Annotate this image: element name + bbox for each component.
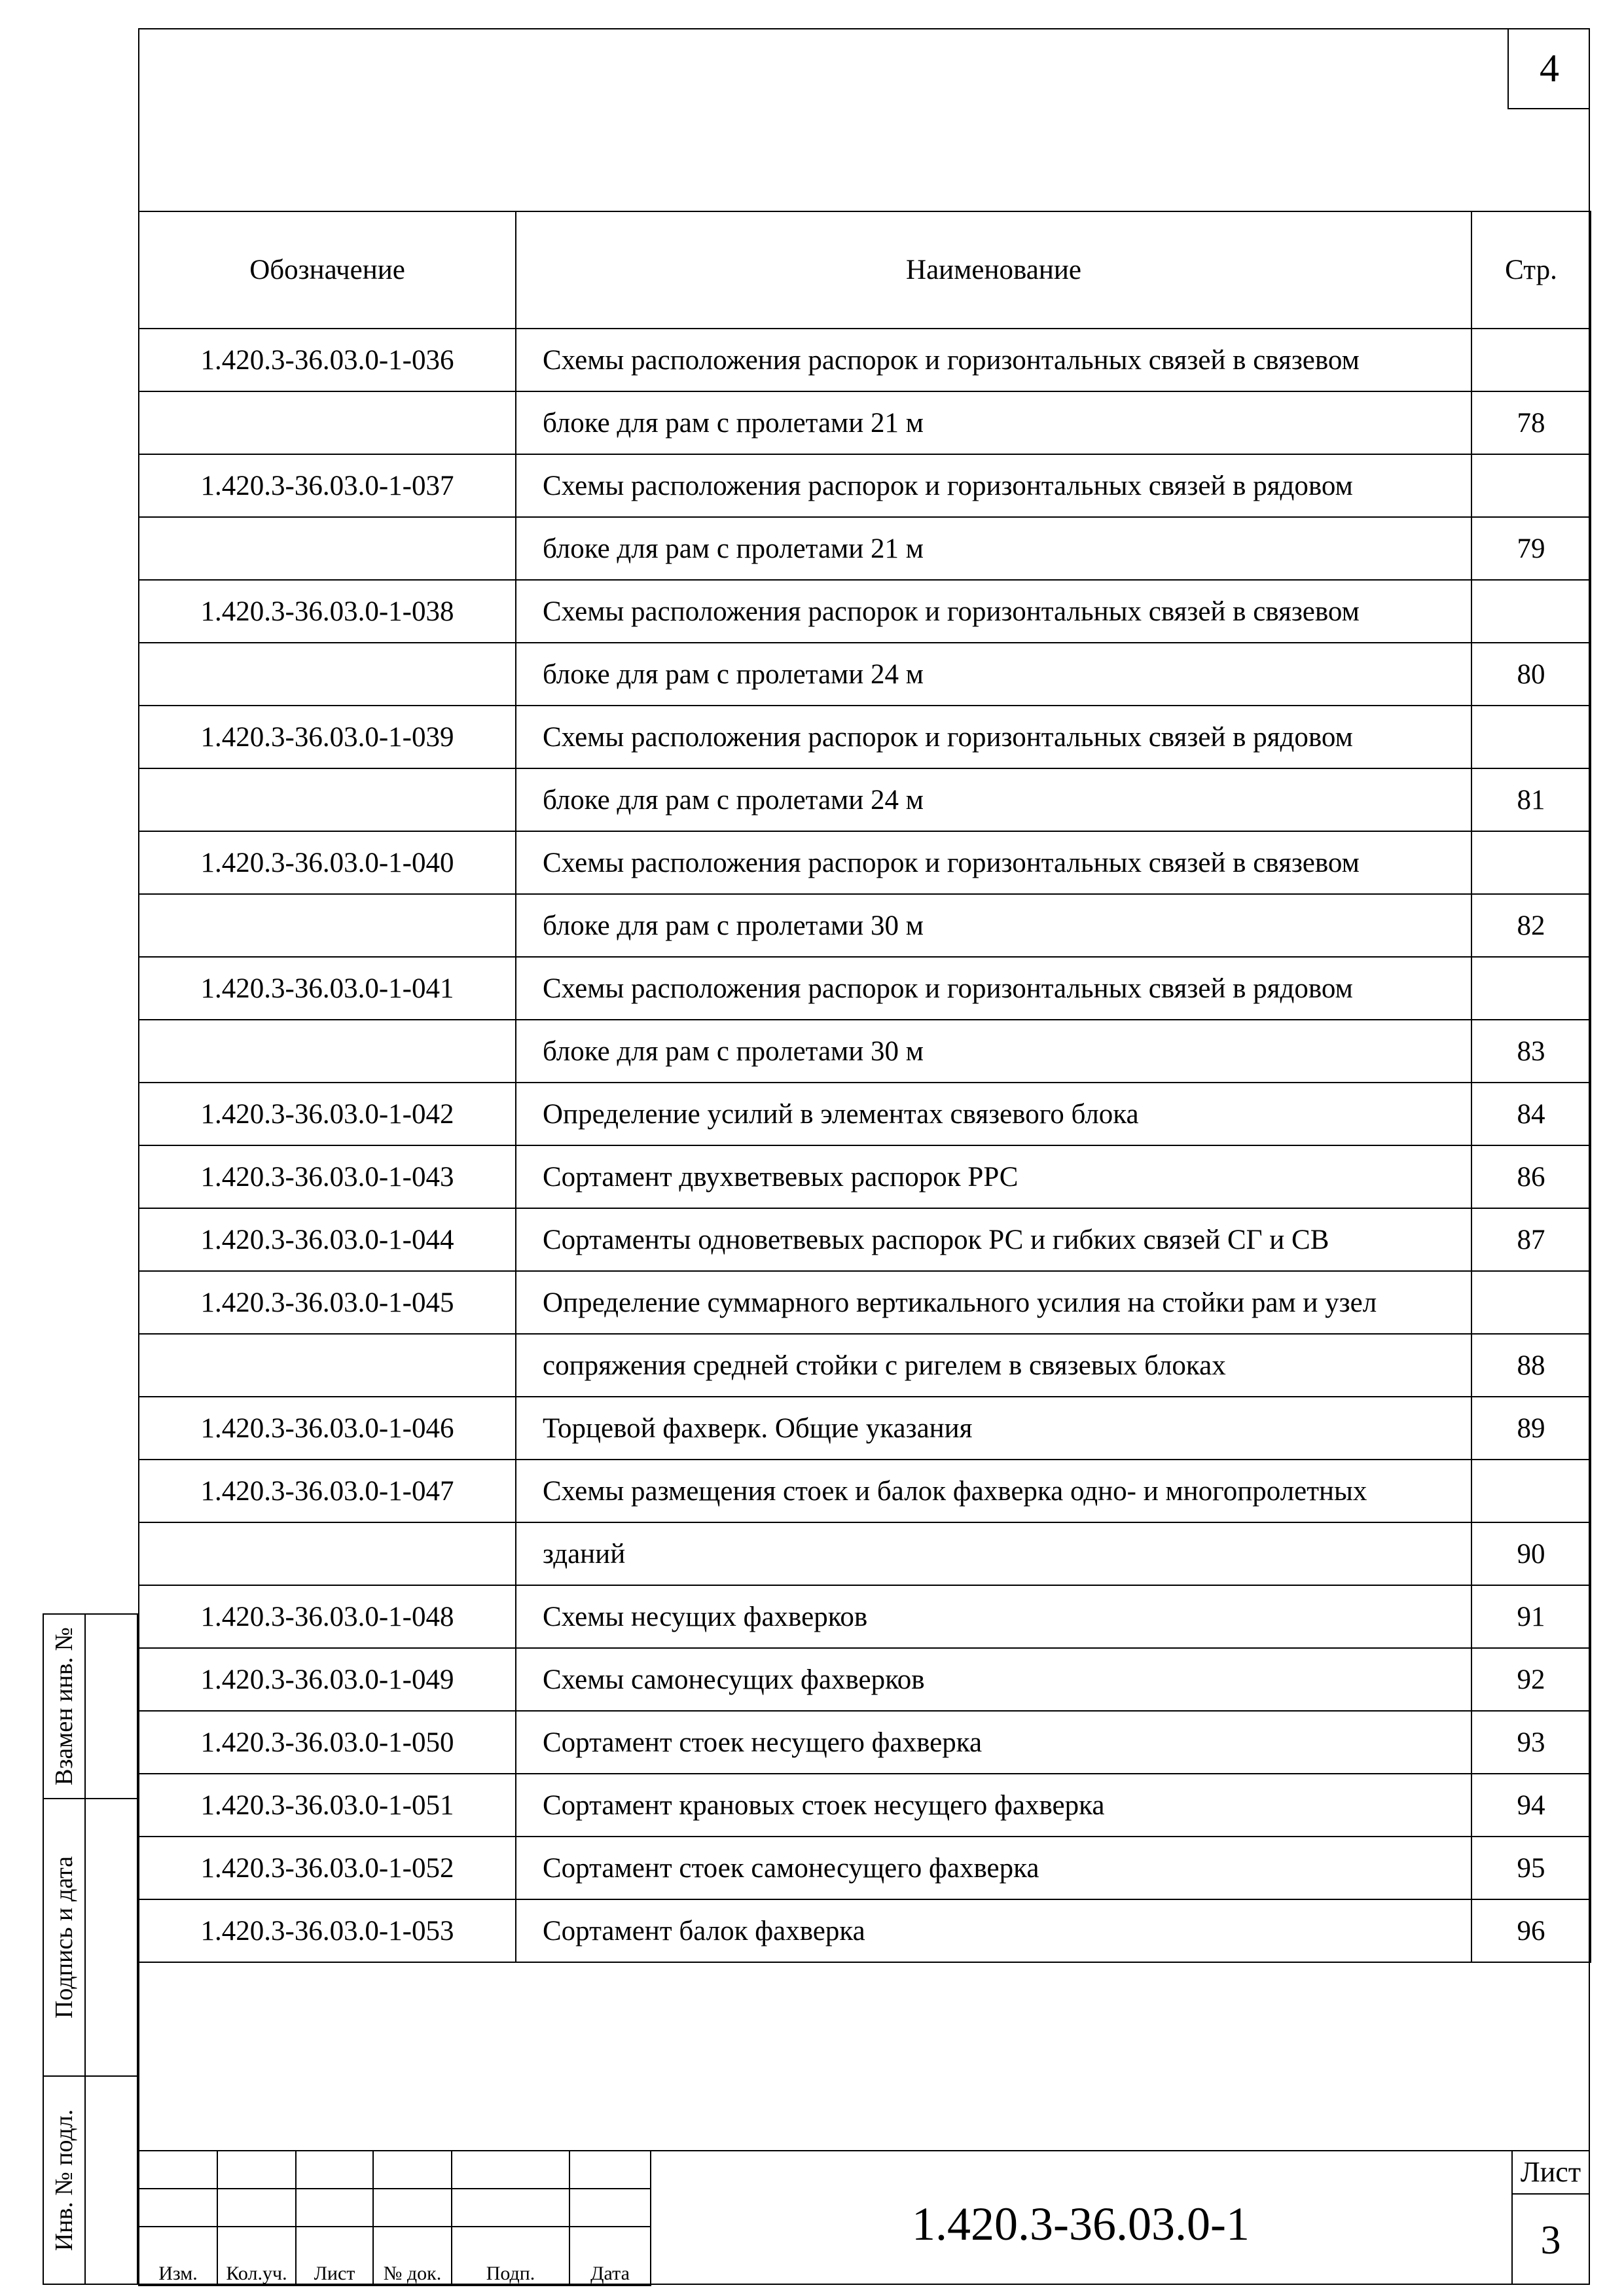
row-page: 95 xyxy=(1471,1837,1591,1899)
row-code: 1.420.3-36.03.0-1-039 xyxy=(139,706,516,768)
row-code xyxy=(139,517,516,580)
table-row xyxy=(139,1837,1591,1899)
row-page: 96 xyxy=(1471,1899,1591,1962)
row-code: 1.420.3-36.03.0-1-050 xyxy=(139,1711,516,1774)
row-name: Схемы самонесущих фахверков xyxy=(516,1648,1471,1711)
row-code: 1.420.3-36.03.0-1-049 xyxy=(139,1648,516,1711)
table-row xyxy=(139,831,1591,894)
row-name: Торцевой фахверк. Общие указания xyxy=(516,1397,1471,1460)
row-name: Сортаменты одноветвевых распорок РС и гибких связей СГ и СВ xyxy=(516,1208,1471,1271)
row-page xyxy=(1471,831,1591,894)
row-page: 83 xyxy=(1471,1020,1591,1083)
table-row xyxy=(139,1334,1591,1397)
row-page xyxy=(1471,454,1591,517)
row-code: 1.420.3-36.03.0-1-046 xyxy=(139,1397,516,1460)
col-izm: Изм. xyxy=(139,2227,217,2286)
row-page: 93 xyxy=(1471,1711,1591,1774)
row-name: Схемы расположения распорок и горизонтальных связей в рядовом xyxy=(516,454,1471,517)
row-page: 78 xyxy=(1471,391,1591,454)
row-page xyxy=(1471,1271,1591,1334)
row-code: 1.420.3-36.03.0-1-052 xyxy=(139,1837,516,1899)
row-page xyxy=(1471,329,1591,391)
row-page: 87 xyxy=(1471,1208,1591,1271)
row-name: Схемы расположения распорок и горизонтальных связей в связевом xyxy=(516,580,1471,643)
row-name: сопряжения средней стойки с ригелем в связевых блоках xyxy=(516,1334,1471,1397)
title-block xyxy=(138,2150,1590,2285)
row-code: 1.420.3-36.03.0-1-053 xyxy=(139,1899,516,1962)
table-row xyxy=(139,580,1591,643)
row-page: 82 xyxy=(1471,894,1591,957)
header-page: Стр. xyxy=(1471,211,1591,329)
table-row xyxy=(139,1585,1591,1648)
table-row xyxy=(139,1460,1591,1522)
table-row xyxy=(139,1522,1591,1585)
stamp-inv-orig-label: Инв. № подл. xyxy=(50,2109,78,2251)
row-name: блоке для рам с пролетами 24 м xyxy=(516,768,1471,831)
row-code: 1.420.3-36.03.0-1-036 xyxy=(139,329,516,391)
row-name: Схемы размещения стоек и балок фахверка одно- и многопролетных xyxy=(516,1460,1471,1522)
row-name: блоке для рам с пролетами 21 м xyxy=(516,517,1471,580)
row-page: 90 xyxy=(1471,1522,1591,1585)
row-name: Схемы расположения распорок и горизонтальных связей в связевом xyxy=(516,831,1471,894)
row-code xyxy=(139,391,516,454)
table-row xyxy=(139,894,1591,957)
table-header-row xyxy=(139,211,1591,329)
row-page: 89 xyxy=(1471,1397,1591,1460)
row-name: Схемы несущих фахверков xyxy=(516,1585,1471,1648)
row-name: блоке для рам с пролетами 30 м xyxy=(516,1020,1471,1083)
table-row xyxy=(139,329,1591,391)
row-page: 80 xyxy=(1471,643,1591,706)
table-row xyxy=(139,517,1591,580)
stamp-sign-date xyxy=(43,1799,138,2077)
row-page: 91 xyxy=(1471,1585,1591,1648)
table-row xyxy=(139,768,1591,831)
row-page: 81 xyxy=(1471,768,1591,831)
row-name: Сортамент крановых стоек несущего фахверка xyxy=(516,1774,1471,1837)
table-row xyxy=(139,1397,1591,1460)
row-name: Определение суммарного вертикального усилия на стойки рам и узел xyxy=(516,1271,1471,1334)
row-code xyxy=(139,768,516,831)
row-code: 1.420.3-36.03.0-1-051 xyxy=(139,1774,516,1837)
row-code: 1.420.3-36.03.0-1-047 xyxy=(139,1460,516,1522)
row-page: 88 xyxy=(1471,1334,1591,1397)
row-code: 1.420.3-36.03.0-1-045 xyxy=(139,1271,516,1334)
contents-table xyxy=(138,211,1591,1963)
row-code: 1.420.3-36.03.0-1-038 xyxy=(139,580,516,643)
table-row xyxy=(139,1208,1591,1271)
row-name: блоке для рам с пролетами 24 м xyxy=(516,643,1471,706)
table-row xyxy=(139,643,1591,706)
row-name: Определение усилий в элементах связевого блока xyxy=(516,1083,1471,1145)
row-code: 1.420.3-36.03.0-1-043 xyxy=(139,1145,516,1208)
row-name: зданий xyxy=(516,1522,1471,1585)
sheet-box xyxy=(1513,2150,1590,2285)
row-code: 1.420.3-36.03.0-1-040 xyxy=(139,831,516,894)
table-row xyxy=(139,1083,1591,1145)
row-name: Сортамент стоек самонесущего фахверка xyxy=(516,1837,1471,1899)
sheet-label: Лист xyxy=(1513,2151,1589,2195)
row-code: 1.420.3-36.03.0-1-041 xyxy=(139,957,516,1020)
row-page xyxy=(1471,1460,1591,1522)
row-name: блоке для рам с пролетами 30 м xyxy=(516,894,1471,957)
table-row xyxy=(139,1648,1591,1711)
table-row xyxy=(139,1020,1591,1083)
row-code xyxy=(139,1020,516,1083)
row-code xyxy=(139,1522,516,1585)
table-row xyxy=(139,1145,1591,1208)
page-corner-number: 4 xyxy=(1507,28,1590,109)
row-page: 92 xyxy=(1471,1648,1591,1711)
table-row xyxy=(139,1711,1591,1774)
row-page: 84 xyxy=(1471,1083,1591,1145)
header-code: Обозначение xyxy=(139,211,516,329)
row-name: Схемы расположения распорок и горизонтальных связей в рядовом xyxy=(516,957,1471,1020)
row-code xyxy=(139,894,516,957)
table-row xyxy=(139,1899,1591,1962)
stamp-replace-inv-label: Взамен инв. № xyxy=(50,1627,78,1785)
document-code: 1.420.3-36.03.0-1 xyxy=(650,2150,1513,2285)
table-row xyxy=(139,1271,1591,1334)
row-page: 94 xyxy=(1471,1774,1591,1837)
table-body xyxy=(139,329,1591,1962)
table-row xyxy=(139,454,1591,517)
row-code xyxy=(139,1334,516,1397)
row-name: Сортамент стоек несущего фахверка xyxy=(516,1711,1471,1774)
col-kol-uch: Кол.уч. xyxy=(217,2227,296,2286)
row-page xyxy=(1471,580,1591,643)
row-code xyxy=(139,643,516,706)
row-name: Схемы расположения распорок и горизонтальных связей в связевом xyxy=(516,329,1471,391)
row-name: Схемы расположения распорок и горизонтальных связей в рядовом xyxy=(516,706,1471,768)
table-row xyxy=(139,1774,1591,1837)
table-row xyxy=(139,957,1591,1020)
row-name: блоке для рам с пролетами 21 м xyxy=(516,391,1471,454)
row-name: Сортамент двухветвевых распорок РРС xyxy=(516,1145,1471,1208)
row-code: 1.420.3-36.03.0-1-037 xyxy=(139,454,516,517)
col-sign: Подп. xyxy=(452,2227,569,2286)
stamp-sign-date-label: Подпись и дата xyxy=(50,1856,78,2019)
row-page: 86 xyxy=(1471,1145,1591,1208)
col-date: Дата xyxy=(569,2227,651,2286)
row-name: Сортамент балок фахверка xyxy=(516,1899,1471,1962)
stamp-inv-orig xyxy=(43,2077,138,2285)
row-code: 1.420.3-36.03.0-1-042 xyxy=(139,1083,516,1145)
stamp-replace-inv xyxy=(43,1613,138,1799)
row-code: 1.420.3-36.03.0-1-048 xyxy=(139,1585,516,1648)
col-list: Лист xyxy=(296,2227,373,2286)
sheet-number: 3 xyxy=(1540,2218,1561,2263)
header-name: Наименование xyxy=(516,211,1471,329)
revision-grid xyxy=(138,2150,651,2286)
row-code: 1.420.3-36.03.0-1-044 xyxy=(139,1208,516,1271)
table-row xyxy=(139,391,1591,454)
row-page xyxy=(1471,957,1591,1020)
row-page xyxy=(1471,706,1591,768)
row-page: 79 xyxy=(1471,517,1591,580)
table-row xyxy=(139,706,1591,768)
col-doc-no: № док. xyxy=(373,2227,452,2286)
